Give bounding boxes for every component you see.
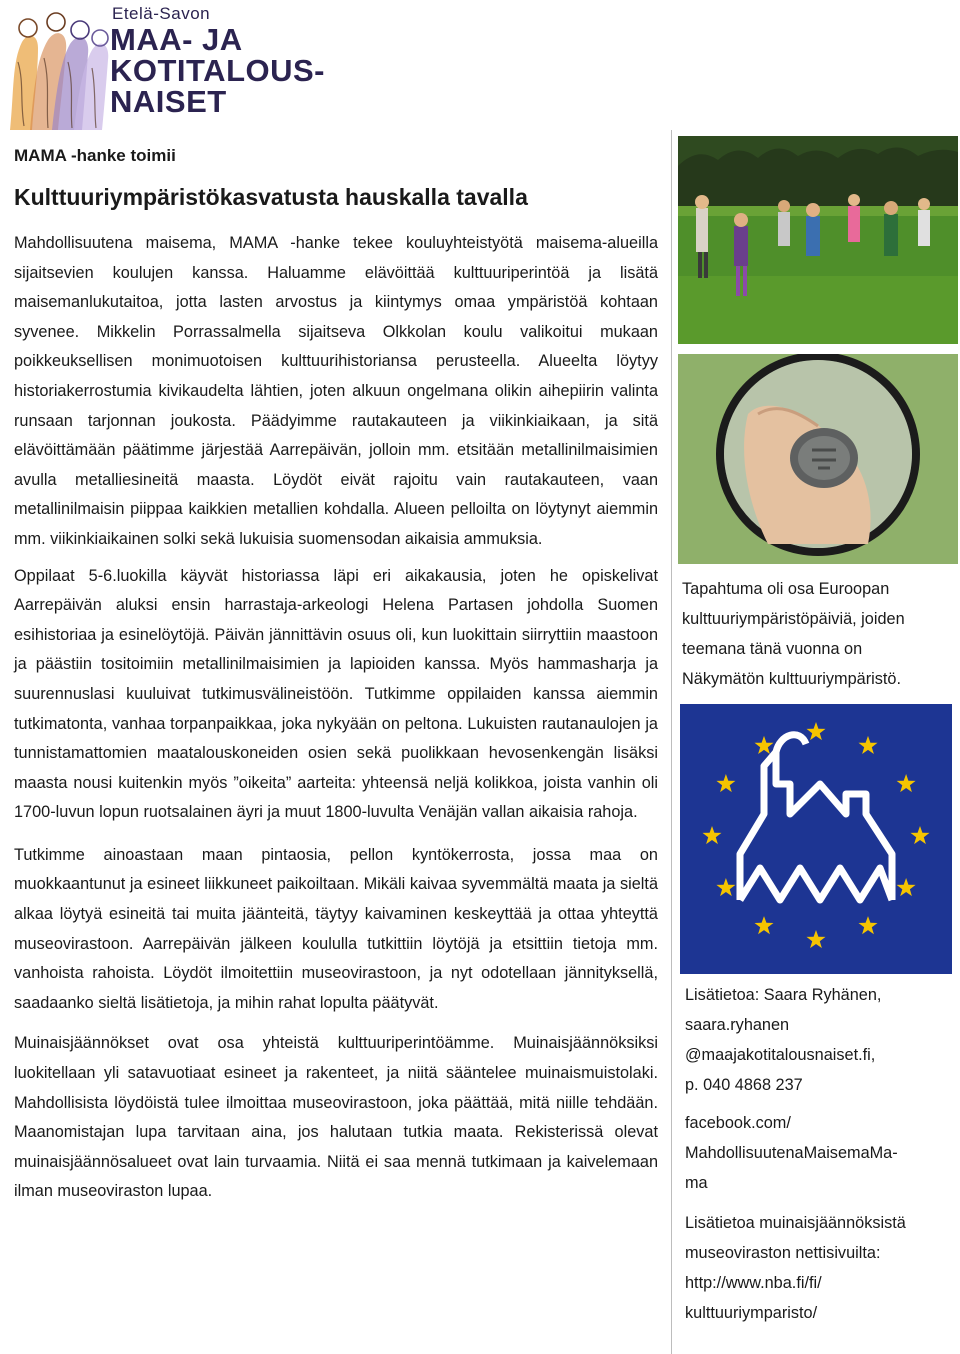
museum-url-line-2[interactable]: kulttuuriymparisto/	[685, 1304, 818, 1322]
logo-line-1: MAA- JA	[110, 22, 243, 57]
contact-line-1: Lisätietoa: Saara Ryhänen,	[685, 986, 882, 1004]
article-kicker: MAMA -hanke toimii	[14, 146, 176, 165]
contact-email-line-2[interactable]: @maajakotitalousnaiset.fi,	[685, 1046, 876, 1064]
column-divider	[671, 130, 672, 1354]
logo-line-3: NAISET	[110, 84, 227, 119]
museum-url-line-1[interactable]: http://www.nba.fi/fi/	[685, 1274, 822, 1292]
european-heritage-days-logo	[680, 704, 952, 974]
article-headline: Kulttuuriympäristökasvatusta hauskalla tavalla	[14, 184, 528, 210]
contact-phone: p. 040 4868 237	[685, 1076, 803, 1094]
article-paragraph-1: Mahdollisuutena maisema, MAMA -hanke tekee kouluyhteistyötä maisema-alueilla sijaitsevien koulujen kanssa. Haluamme elävöittää kulttuuriperintöä ja lisätä maisemanlukutaitoa, jotta lasten arvostus ja kiintymys omaa ympäristöä kohtaan syvenee. Mikkelin Porrassalmella sijaitseva Olkkolan koulu valikoitui mukaan poikkeuksellisen monimuotoisen kulttuurihistoriansa perusteella. Alueelta löytyy historiakerrostumia kivikaudelta lähtien, joten alkuun ongelmana olikin aihepiirin valinta runsaan tarjonnan joukosta. Päädyimme rautakauteen ja viikinkiaikaan, ja sitä elävöittämään päätimme järjestää Aarrepäivän, jolloin mm. etsitään metallinilmaisimien avulla metalliesineitä maasta. Löydöt eivät rajoitu vain rautakauteen, vaan metallinilmaisin piippaa kaikkien metallien kohdalla. Alueen pelloilta on löytynyt aiemmin mm. viikinkiaikainen solki sekä lukuisia suomensodan aikaisia ammuksia.	[14, 234, 658, 548]
facebook-link-line-2[interactable]: MahdollisuutenaMaisemaMa-	[685, 1144, 898, 1162]
organization-logo	[4, 2, 326, 132]
museum-info-line-1: Lisätietoa muinaisjäännöksistä	[685, 1214, 906, 1232]
contact-email-line-1[interactable]: saara.ryhanen	[685, 1016, 790, 1034]
facebook-link-line-1[interactable]: facebook.com/	[685, 1114, 791, 1132]
women-figures-logo-graphic	[4, 2, 114, 132]
sidebar	[678, 136, 958, 1328]
event-caption: Tapahtuma oli osa Euroopan kulttuuriympäristöpäiviä, joiden teemana tänä vuonna on Näkymätön kulttuuriympäristö.	[682, 580, 905, 688]
article-paragraph-2: Oppilaat 5-6.luokilla käyvät historiassa läpi eri aikakausia, joten he opiskelivat Aarrepäivän aluksi ensin harrastaja-arkeologi Helena Partasen johdolla Suomen esihistoriaa ja esinelöytöjä. Päivän jännittävin osuus oli, kun luokittain siirryttiin maastoon ja päästiin tositoimiin metallinilmaisimien ja lapioiden kanssa. Myös hammasharja ja suurennuslasi kuuluivat tutkimusvälineistöön. Tutkimme oppilaiden kanssa aiemmin tutkimatonta, vanhaa torpanpaikkaa, joka nykyään on peltona. Lukuisten rautanaulojen ja tunnistamattomien maatalouskoneiden osien sekä puolikkaan hevosenkengän lisäksi maasta nousi kuitenkin myös ”oikeita” aarteita: yhteensä neljä kolikkoa, joista vanhin oli 1700-luvun lopun ruotsalainen äyri ja muut 1800-luvulta Venäjän vallan aikaisia rahoja.	[14, 566, 658, 822]
museum-info-block	[685, 1208, 947, 1328]
coin-magnifier-photo	[678, 354, 958, 564]
article-paragraph-3: Tutkimme ainoastaan maan pintaosia, pellon kyntökerrosta, jossa maa on muokkaantunut ja esineet liikkuneet paikoiltaan. Mikäli kaivaa syvemmältä maata ja sieltä alkaa löytyä esineitä tai muita jäänteitä, täytyy kaivaminen keskeyttää ja ottaa yhteyttä museovirastoon. Aarrepäivän jälkeen koululla tutkittiin löytöjä ja etsittiin tietoja mm. vanhoista rahoista. Löydöt ilmoitettiin museovirastoon, ja nyt odotellaan jännityksellä, saadaanko sieltä lisätietoja, ja mihin rahat lopulta päätyvät.	[14, 845, 658, 1012]
logo-region: Etelä-Savon	[112, 4, 211, 23]
logo-wordmark	[110, 4, 325, 117]
logo-line-2: KOTITALOUS-	[110, 53, 326, 88]
children-in-field-photo	[678, 136, 958, 344]
facebook-link-line-3[interactable]: ma	[685, 1174, 708, 1192]
article-paragraph-4: Muinaisjäännökset ovat osa yhteistä kulttuuriperintöämme. Muinaisjäännöksiksi luokitellaan yli satavuotiaat esineet ja rakenteet, ja niitä sääntelee muinaismuistolaki. Mahdollisista löydöistä tulee ilmoittaa museovirastoon, joka päättää, mitä niille tehdään. Maanomistajan lupa tarvitaan aina, jos halutaan tutkia maata. Rekisterissä olevat muinaisjäännösalueet ovat lain turvaamia. Niitä ei saa mennä tutkimaan ja kaivelemaan ilman museoviraston lupaa.	[14, 1034, 658, 1201]
contact-block	[685, 980, 947, 1100]
museum-info-line-2: museoviraston nettisivuilta:	[685, 1244, 881, 1262]
article	[14, 142, 658, 1207]
facebook-block	[685, 1108, 947, 1198]
